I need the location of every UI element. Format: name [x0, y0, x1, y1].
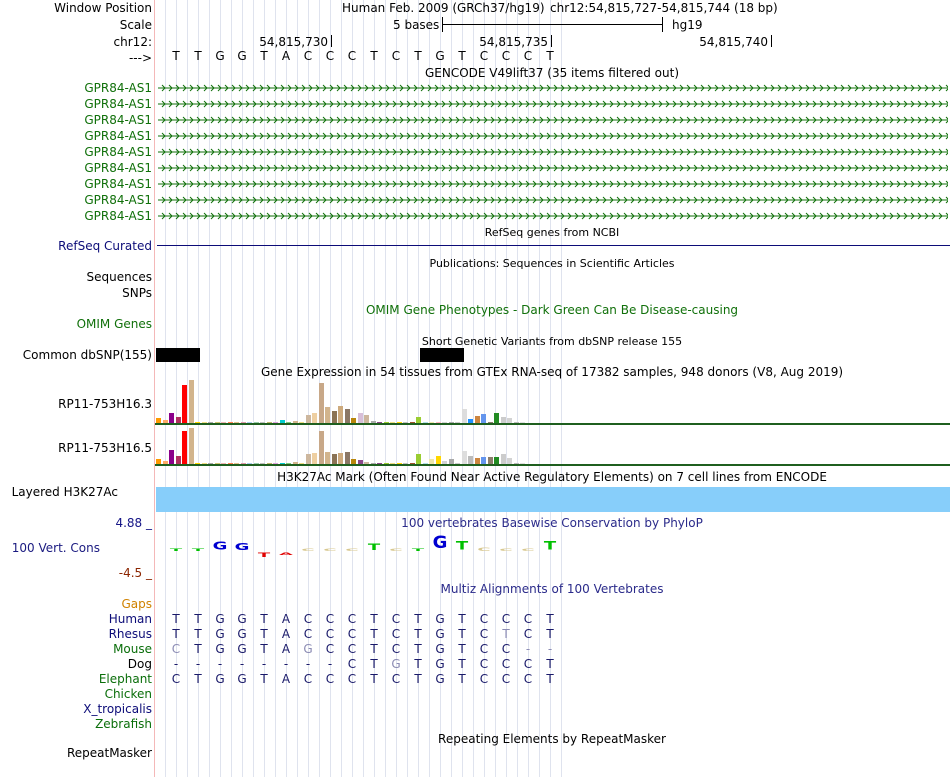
alignment-base: T	[172, 627, 180, 641]
refseq-gene-line[interactable]	[157, 245, 950, 246]
cons-max-label: 4.88 _	[115, 516, 152, 530]
alignment-base: C	[303, 627, 313, 641]
alignment-base: G	[435, 657, 445, 671]
omim-genes-label[interactable]: OMIM Genes	[76, 317, 152, 331]
alignment-base: C	[325, 627, 335, 641]
gtex-tissue-bar[interactable]	[338, 406, 343, 423]
phylop-base-glyph: G	[432, 533, 448, 553]
alignment-base: C	[501, 657, 511, 671]
dna-base: C	[303, 49, 313, 63]
alignment-base: T	[458, 627, 466, 641]
gtex-tissue-bar[interactable]	[475, 416, 480, 423]
phylop-base-glyph: T	[191, 547, 205, 553]
alignment-base: C	[303, 672, 313, 686]
alignment-base: T	[260, 642, 268, 656]
species-label[interactable]: Human	[108, 612, 152, 626]
gencode-row-label[interactable]: GPR84-AS1	[84, 209, 152, 223]
gtex-tissue-bar[interactable]	[189, 428, 194, 464]
sequences-label[interactable]: Sequences	[86, 270, 152, 284]
alignment-base: G	[215, 612, 225, 626]
alignment-base: T	[172, 612, 180, 626]
tick-label-2: 54,815,735	[479, 35, 548, 49]
gtex-track-title: Gene Expression in 54 tissues from GTEx RNA-seq of 17382 samples, 948 donors (V8, Aug 2019)	[260, 365, 844, 379]
publications-track-title: Publications: Sequences in Scientific Articles	[429, 257, 675, 270]
assembly-text: Human Feb. 2009 (GRCh37/hg19)	[342, 1, 545, 15]
alignment-base: A	[281, 627, 291, 641]
position-text: chr12:54,815,727-54,815,744 (18 bp)	[550, 1, 778, 15]
alignment-base: T	[194, 642, 202, 656]
alignment-base: T	[370, 627, 378, 641]
window-position-label: Window Position	[54, 1, 152, 15]
scale-bar	[442, 24, 662, 25]
phylop-base-glyph: C	[323, 547, 337, 553]
alignment-base: C	[391, 672, 401, 686]
alignment-base: C	[347, 612, 357, 626]
phylop-base-glyph: C	[389, 547, 403, 553]
dna-base: G	[237, 49, 247, 63]
alignment-base: T	[414, 642, 422, 656]
gtex-tissue-bar[interactable]	[182, 431, 187, 464]
dna-base: G	[435, 49, 445, 63]
alignment-base: -	[173, 657, 179, 671]
omim-track-title: OMIM Gene Phenotypes - Dark Green Can Be Disease-causing	[365, 303, 739, 317]
repeatmasker-track-title: Repeating Elements by RepeatMasker	[438, 732, 666, 746]
phylop-base-glyph: C	[477, 546, 491, 553]
gtex-tissue-bar[interactable]	[325, 452, 330, 464]
alignment-base: T	[414, 627, 422, 641]
scale-bar-right-cap	[662, 17, 663, 32]
species-label[interactable]: Chicken	[104, 687, 152, 701]
gencode-row-label[interactable]: GPR84-AS1	[84, 97, 152, 111]
alignment-base: T	[414, 672, 422, 686]
alignment-base: T	[194, 627, 202, 641]
dbsnp-variant-2[interactable]	[420, 348, 464, 362]
alignment-base: G	[237, 612, 247, 626]
alignment-base: -	[195, 657, 201, 671]
gtex-tissue-bar[interactable]	[319, 431, 324, 464]
dna-base: T	[194, 49, 202, 63]
gencode-transcript[interactable]	[158, 113, 948, 127]
scale-db-text: hg19	[672, 18, 703, 32]
gtex-tissue-bar[interactable]	[462, 409, 467, 423]
tick-label-3: 54,815,740	[699, 35, 768, 49]
alignment-base: G	[215, 642, 225, 656]
phylop-base-glyph: T	[169, 547, 183, 553]
phylop-base-glyph: T	[455, 539, 469, 553]
alignment-base: C	[347, 642, 357, 656]
dna-base: G	[215, 49, 225, 63]
alignment-base: T	[458, 642, 466, 656]
tick-mark-3	[771, 35, 772, 47]
alignment-base: C	[479, 657, 489, 671]
gtex-tissue-bar[interactable]	[312, 413, 317, 423]
alignment-base: T	[458, 657, 466, 671]
gtex-tissue-bar[interactable]	[364, 415, 369, 423]
dna-base: C	[325, 49, 335, 63]
gencode-row-label[interactable]: GPR84-AS1	[84, 81, 152, 95]
phylop-base-glyph: T	[367, 541, 381, 553]
gtex-tissue-bar[interactable]	[319, 383, 324, 423]
alignment-base: T	[546, 672, 554, 686]
alignment-base: T	[260, 612, 268, 626]
phylop-base-glyph: C	[301, 547, 315, 553]
alignment-base: C	[523, 672, 533, 686]
alignment-base: -	[217, 657, 223, 671]
gtex-barchart-2[interactable]	[155, 425, 950, 465]
alignment-base: T	[502, 627, 510, 641]
gtex-divider-2	[155, 464, 950, 466]
alignment-base: C	[303, 612, 313, 626]
alignment-base: C	[523, 657, 533, 671]
common-dbsnp-label[interactable]: Common dbSNP(155)	[22, 348, 152, 362]
phylop-base-glyph: C	[521, 547, 535, 553]
species-label[interactable]: X_tropicalis	[83, 702, 152, 716]
tick-mark-2	[551, 35, 552, 47]
gtex-tissue-bar[interactable]	[182, 385, 187, 423]
repeatmasker-label[interactable]: RepeatMasker	[66, 746, 152, 760]
gtex-tissue-bar[interactable]	[169, 450, 174, 464]
alignment-base: C	[391, 642, 401, 656]
gtex-tissue-bar[interactable]	[416, 454, 421, 464]
gtex-tissue-bar[interactable]	[345, 452, 350, 464]
gtex-row-label-1[interactable]: RP11-753H16.3	[58, 397, 152, 411]
dna-base: T	[370, 49, 378, 63]
species-label[interactable]: Zebrafish	[95, 717, 152, 731]
gencode-row-label[interactable]: GPR84-AS1	[84, 161, 152, 175]
h3k27ac-signal[interactable]	[156, 487, 950, 512]
dna-base: T	[172, 49, 180, 63]
gencode-transcript[interactable]	[158, 97, 948, 111]
gencode-row-label[interactable]: GPR84-AS1	[84, 145, 152, 159]
gtex-tissue-bar[interactable]	[338, 453, 343, 464]
gencode-row-label[interactable]: GPR84-AS1	[84, 113, 152, 127]
alignment-base: T	[370, 672, 378, 686]
alignment-base: T	[414, 657, 422, 671]
phylop-base-glyph: T	[257, 551, 271, 559]
layered-h3k27ac-label[interactable]: Layered H3K27Ac	[11, 485, 118, 499]
alignment-base: -	[239, 657, 245, 671]
gencode-track-title: GENCODE V49lift37 (35 items filtered out)	[424, 66, 680, 80]
dna-base: C	[479, 49, 489, 63]
alignment-base: C	[479, 627, 489, 641]
gtex-tissue-bar[interactable]	[312, 453, 317, 464]
alignment-base: T	[194, 612, 202, 626]
alignment-base: -	[525, 642, 531, 656]
alignment-base: -	[327, 657, 333, 671]
species-label[interactable]: Elephant	[98, 672, 152, 686]
alignment-base: C	[501, 612, 511, 626]
alignment-base: T	[458, 612, 466, 626]
alignment-base: T	[194, 672, 202, 686]
gtex-tissue-bar[interactable]	[332, 454, 337, 464]
gtex-tissue-bar[interactable]	[189, 380, 194, 423]
gtex-tissue-bar[interactable]	[358, 413, 363, 423]
refseq-track-title: RefSeq genes from NCBI	[484, 226, 620, 239]
multiz-track-title: Multiz Alignments of 100 Vertebrates	[440, 582, 664, 596]
gtex-barchart-1[interactable]	[155, 379, 950, 424]
dbsnp-variant-1[interactable]	[156, 348, 200, 362]
species-label[interactable]: Mouse	[113, 642, 152, 656]
h3k27ac-track-title: H3K27Ac Mark (Often Found Near Active Regulatory Elements) on 7 cell lines from ENCODE	[277, 470, 827, 484]
alignment-base: C	[479, 612, 489, 626]
dna-base: A	[281, 49, 291, 63]
gencode-transcript[interactable]	[158, 161, 948, 175]
dna-base: T	[546, 49, 554, 63]
phylop-base-glyph: G	[212, 540, 228, 553]
alignment-base: G	[435, 642, 445, 656]
alignment-base: T	[260, 627, 268, 641]
alignment-base: G	[391, 657, 401, 671]
gtex-tissue-bar[interactable]	[169, 413, 174, 423]
alignment-base: C	[523, 612, 533, 626]
gtex-row-label-2[interactable]: RP11-753H16.5	[58, 441, 152, 455]
phylop-logo[interactable]	[155, 533, 950, 578]
cons-min-label: -4.5 _	[118, 566, 152, 580]
gtex-tissue-bar[interactable]	[481, 457, 486, 464]
dna-base: T	[414, 49, 422, 63]
gencode-transcript[interactable]	[158, 209, 948, 223]
gencode-transcript[interactable]	[158, 177, 948, 191]
gencode-row-label[interactable]: GPR84-AS1	[84, 193, 152, 207]
alignment-base: G	[303, 642, 313, 656]
gencode-transcript[interactable]	[158, 129, 948, 143]
alignment-base: C	[347, 672, 357, 686]
dna-base: T	[458, 49, 466, 63]
scale-bar-left-cap	[442, 17, 443, 32]
alignment-base: C	[501, 642, 511, 656]
chrom-label: chr12:	[113, 35, 152, 49]
alignment-base: C	[171, 642, 181, 656]
alignment-base: C	[347, 627, 357, 641]
phylop-base-glyph: T	[543, 539, 557, 553]
species-label[interactable]: Rhesus	[108, 627, 152, 641]
gtex-tissue-bar[interactable]	[306, 454, 311, 464]
phylop-base-glyph: A	[279, 551, 293, 556]
alignment-base: A	[281, 672, 291, 686]
alignment-base: A	[281, 642, 291, 656]
gencode-transcript[interactable]	[158, 81, 948, 95]
alignment-base: -	[547, 642, 553, 656]
gtex-tissue-bar[interactable]	[332, 411, 337, 423]
gtex-tissue-bar[interactable]	[176, 456, 181, 464]
snps-label[interactable]: SNPs	[122, 286, 152, 300]
dna-base: C	[501, 49, 511, 63]
gaps-label: Gaps	[121, 597, 152, 611]
gencode-row-label[interactable]: GPR84-AS1	[84, 177, 152, 191]
alignment-base: C	[391, 612, 401, 626]
gtex-tissue-bar[interactable]	[494, 457, 499, 464]
alignment-base: G	[237, 672, 247, 686]
alignment-base: T	[546, 657, 554, 671]
dna-base: T	[260, 49, 268, 63]
gtex-tissue-bar[interactable]	[306, 415, 311, 423]
tick-label-1: 54,815,730	[259, 35, 328, 49]
scale-label: Scale	[119, 18, 152, 32]
alignment-base: -	[261, 657, 267, 671]
alignment-base: A	[281, 612, 291, 626]
phylop-base-glyph: C	[499, 547, 513, 553]
alignment-base: -	[283, 657, 289, 671]
phylop-track-title: 100 vertebrates Basewise Conservation by PhyloP	[401, 516, 703, 530]
alignment-base: T	[458, 672, 466, 686]
alignment-base: G	[237, 627, 247, 641]
alignment-base: T	[370, 612, 378, 626]
alignment-base: C	[391, 627, 401, 641]
alignment-base: G	[435, 672, 445, 686]
alignment-base: -	[305, 657, 311, 671]
track-area[interactable]	[155, 0, 950, 777]
dna-base: C	[523, 49, 533, 63]
alignment-base: T	[414, 612, 422, 626]
alignment-base: G	[435, 612, 445, 626]
gtex-tissue-bar[interactable]	[468, 456, 473, 464]
alignment-base: T	[370, 657, 378, 671]
gtex-tissue-bar[interactable]	[481, 414, 486, 423]
gtex-tissue-bar[interactable]	[488, 457, 493, 464]
dna-base: C	[347, 49, 357, 63]
alignment-base: G	[215, 672, 225, 686]
gtex-tissue-bar[interactable]	[345, 409, 350, 423]
alignment-base: C	[479, 642, 489, 656]
gtex-tissue-bar[interactable]	[494, 413, 499, 423]
alignment-base: C	[347, 657, 357, 671]
alignment-base: G	[237, 642, 247, 656]
alignment-base: G	[215, 627, 225, 641]
alignment-base: C	[325, 672, 335, 686]
tick-mark-1	[331, 35, 332, 47]
alignment-base: C	[325, 642, 335, 656]
alignment-base: T	[546, 627, 554, 641]
alignment-base: T	[260, 672, 268, 686]
alignment-base: C	[479, 672, 489, 686]
alignment-base: G	[435, 627, 445, 641]
dbsnp-track-title: Short Genetic Variants from dbSNP release 155	[421, 335, 683, 348]
gencode-transcript[interactable]	[158, 145, 948, 159]
gtex-tissue-bar[interactable]	[501, 454, 506, 464]
gtex-tissue-bar[interactable]	[436, 456, 441, 464]
gtex-tissue-bar[interactable]	[325, 407, 330, 423]
gtex-tissue-bar[interactable]	[462, 451, 467, 464]
scale-text: 5 bases	[393, 18, 440, 32]
phylop-base-glyph: G	[234, 540, 250, 553]
alignment-base: T	[546, 612, 554, 626]
alignment-base: C	[171, 672, 181, 686]
alignment-base: C	[325, 612, 335, 626]
phylop-base-glyph: C	[345, 547, 359, 553]
refseq-curated-label[interactable]: RefSeq Curated	[58, 239, 152, 253]
species-label[interactable]: Dog	[127, 657, 152, 671]
alignment-base: C	[501, 672, 511, 686]
alignment-base: C	[523, 627, 533, 641]
dna-base: C	[391, 49, 401, 63]
strand-label: --->	[128, 51, 152, 65]
phylop-base-glyph: T	[411, 547, 425, 553]
gencode-transcript[interactable]	[158, 193, 948, 207]
vert-cons-label[interactable]: 100 Vert. Cons	[11, 541, 100, 555]
track-label-column	[0, 0, 154, 777]
alignment-base: T	[370, 642, 378, 656]
gencode-row-label[interactable]: GPR84-AS1	[84, 129, 152, 143]
